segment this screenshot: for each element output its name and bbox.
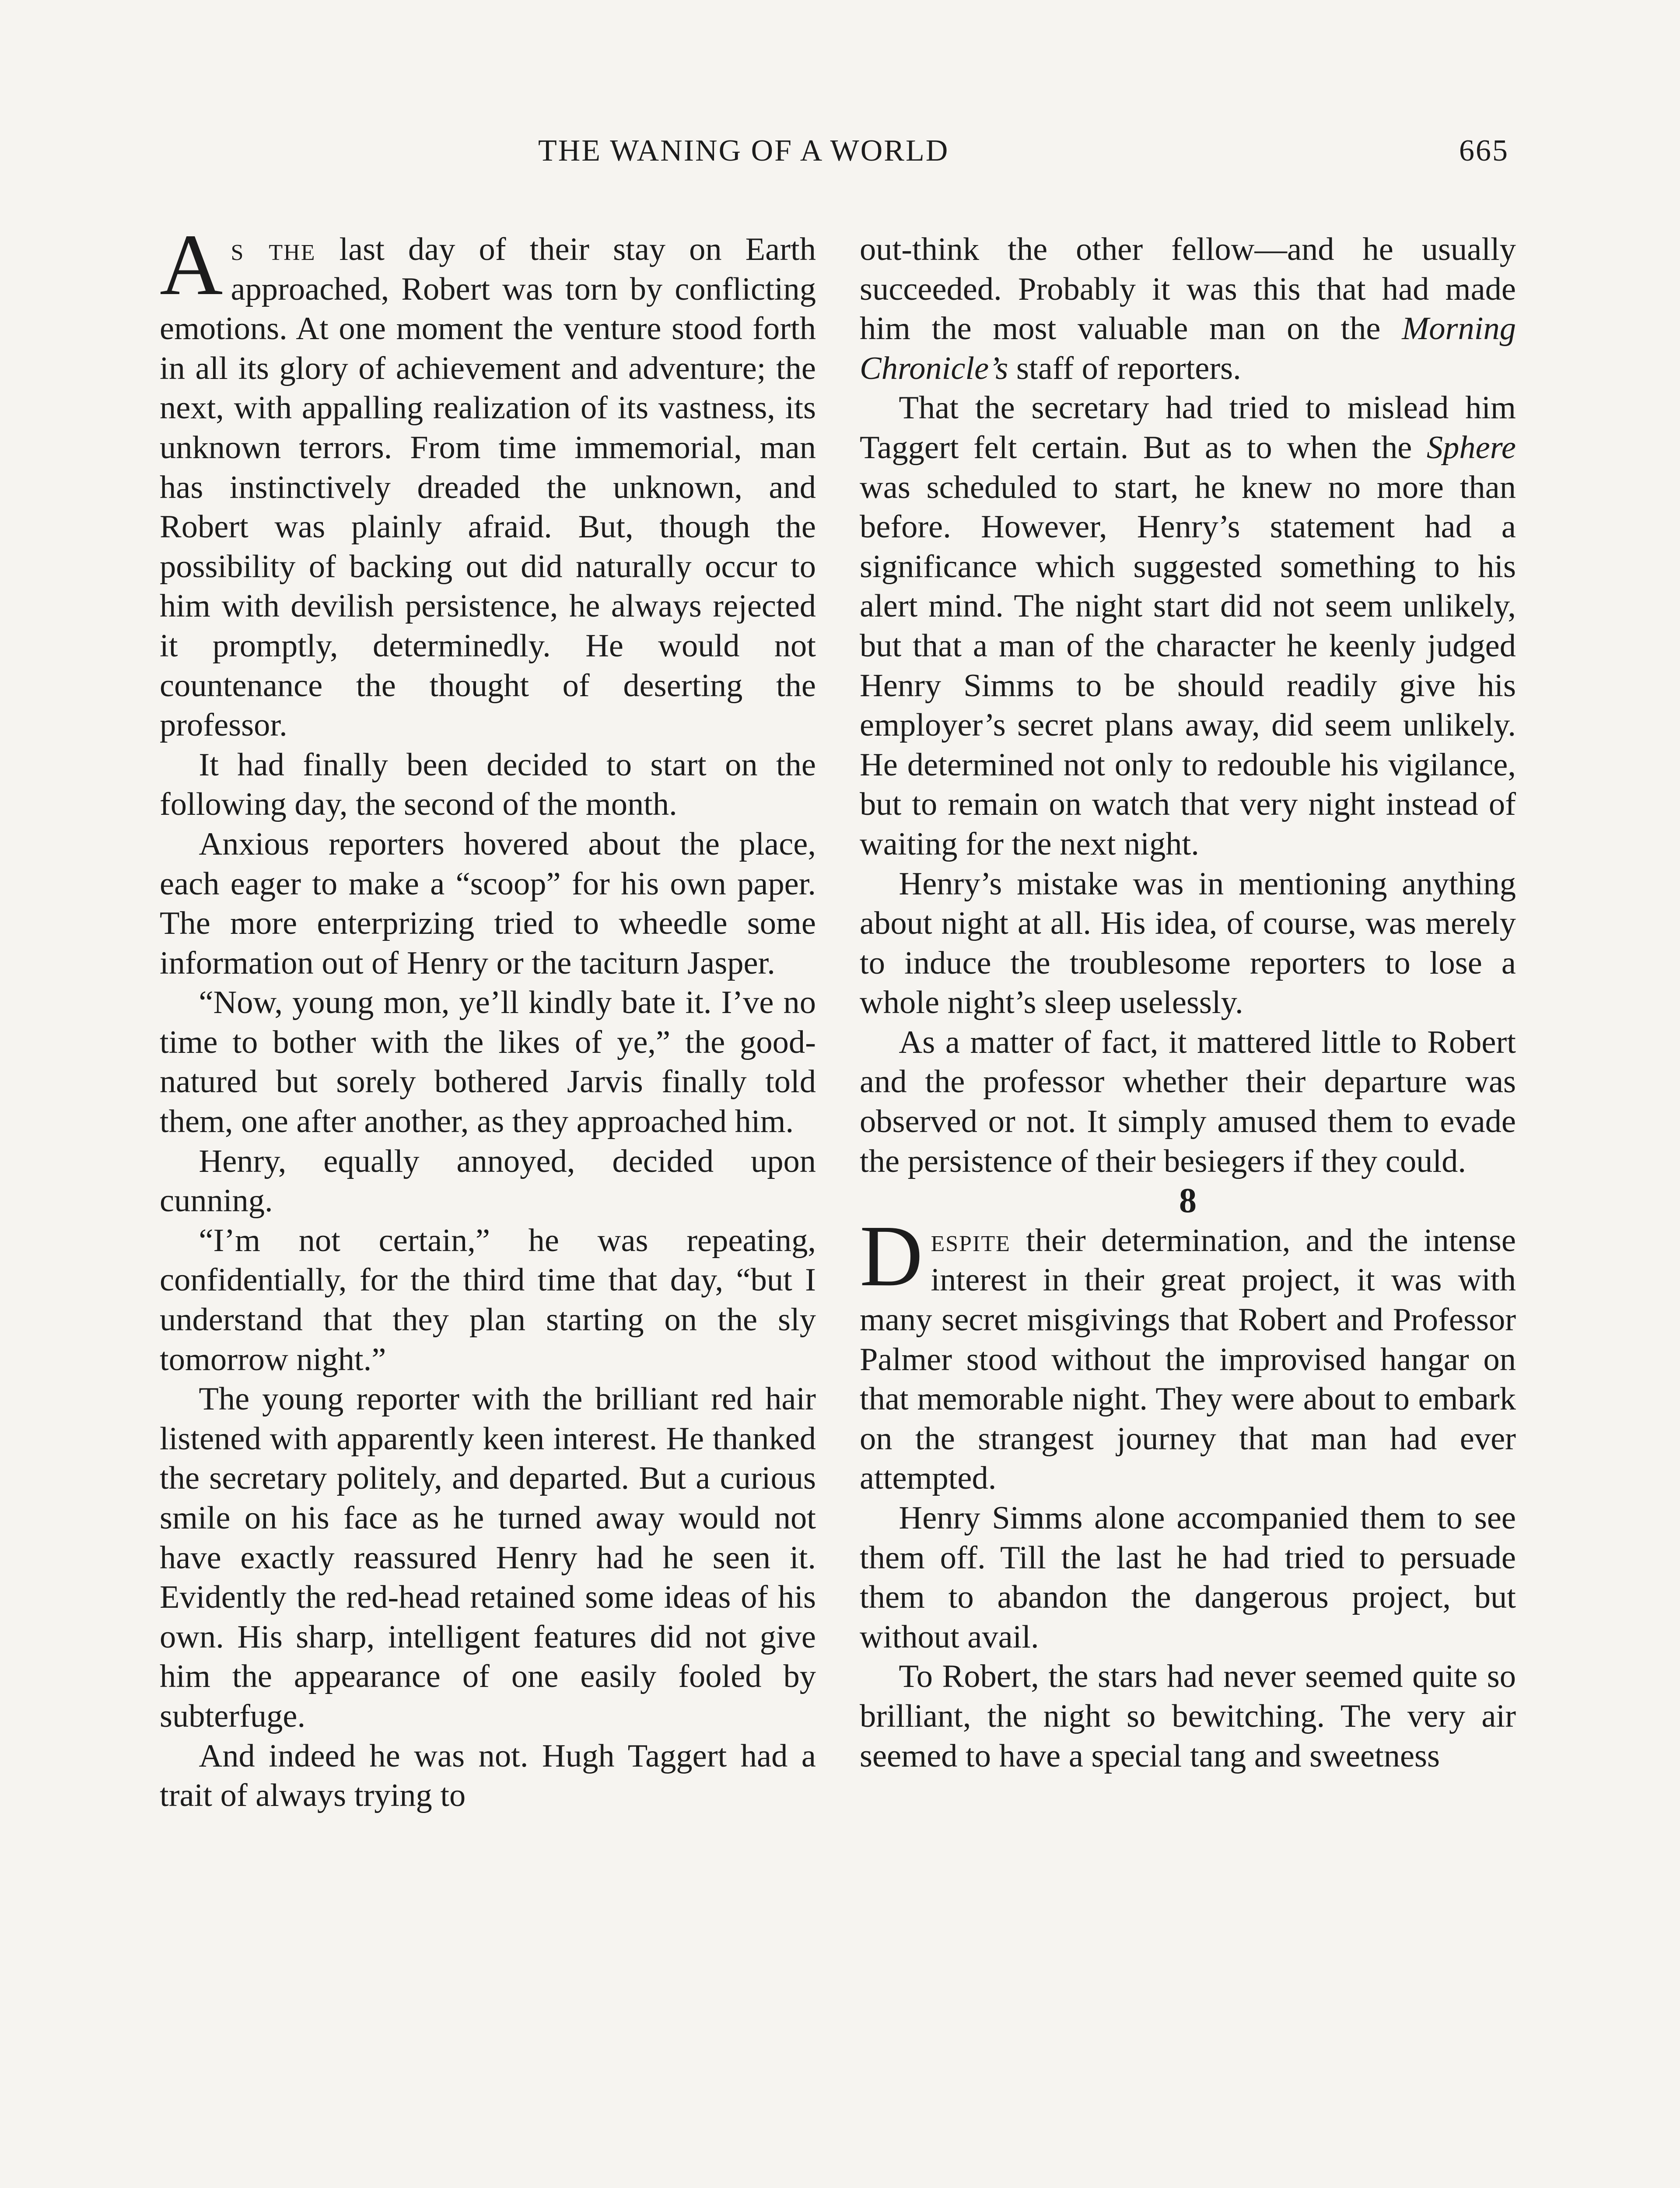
- paragraph: To Robert, the stars had never seemed quite so brilliant, the night so bewitching. The very air seemed to have a special tang and sweetness: [860, 1659, 1516, 1774]
- paragraph: As a matter of fact, it mattered little to Robert and the professor whether their departure was observed or not. It simply amused them to evade the persistence of their besiegers if they could.: [860, 1024, 1516, 1179]
- publication-name: Morning Chronicle’s: [860, 311, 1516, 386]
- paragraph: Henry’s mistake was in mentioning anything about night at all. His idea, of course, was merely to induce the troublesome reporters to lose a whole night’s sleep uselessly.: [860, 866, 1516, 1021]
- paragraph: The young reporter with the brilliant red hair listened with apparently keen interest. He thanked the secretary politely, and departed. But a curious smile on his face as he turned away would not have exactly reassured Henry had he seen it. Evidently the red-head retained some ideas of his own. His sharp, intelligent features did not give him the appearance of one easily fooled by subterfuge.: [160, 1381, 816, 1734]
- paragraph-text: last day of their stay on Earth approached, Robert was torn by conflicting emotions. At one moment the venture stood forth in all its glory of achievement and adventure; the next, with appalling realization of its vastness, its unknown terrors. From time immemorial, man has instinctively dreaded the unknown, and Robert was plainly afraid. But, though the possibility of backing out did naturally occur to him with devilish persistence, he always rejected it promptly, determinedly. He would not countenance the thought of deserting the professor.: [160, 231, 816, 743]
- drop-cap: D: [860, 1207, 923, 1304]
- small-caps-lead: espite: [931, 1222, 1011, 1259]
- paragraph: “Now, young mon, ye’ll kindly bate it. I’ve no time to bother with the likes of ye,” the good-natured but sorely bothered Jarvis finally told them, one after another, as they approached him.: [160, 985, 816, 1140]
- paragraph-text: out-think the other fellow—and he usually succeeded. Probably it was this that had made him the most valuable man on the: [860, 231, 1516, 347]
- paragraph: [860, 388, 1516, 864]
- drop-cap: A: [160, 217, 223, 313]
- page-number: 665: [1459, 134, 1509, 168]
- running-title: THE WANING OF A WORLD: [538, 134, 949, 168]
- paragraph-text: their determination, and the intense interest in their great project, it was with many secret misgivings that Robert and Professor Palmer stood without the improvised hangar on that memorable night. They were about to embark on the strangest journey that man had ever attempted.: [860, 1222, 1516, 1497]
- paragraph: It had finally been decided to start on the following day, the second of the month.: [160, 747, 816, 823]
- paragraph-text: That the secretary had tried to mislead him Taggert felt certain. But as to when the: [860, 390, 1516, 466]
- paragraph: Henry Simms alone accompanied them to see them off. Till the last he had tried to persuade them to abandon the dangerous project, but without avail.: [860, 1500, 1516, 1655]
- paragraph-text: staff of reporters.: [1008, 350, 1241, 386]
- running-head: [0, 133, 1680, 177]
- paragraph-text: was scheduled to start, he knew no more than before. However, Henry’s statement had a significance which suggested something to his alert mind. The night start did not seem unlikely, but that a man of the character he keenly judged Henry Simms to be should readily give his employer’s secret plans away, did seem unlikely. He determined not only to redouble his vigilance, but to remain on watch that very night instead of waiting for the next night.: [860, 469, 1516, 862]
- paragraph: [860, 1207, 1516, 1498]
- paragraph: [160, 217, 816, 745]
- paragraph: “I’m not certain,” he was repeating, confidentially, for the third time that day, “but I understand that they plan starting on the sly tomorrow night.”: [160, 1222, 816, 1378]
- small-caps-lead: s the: [231, 231, 316, 267]
- left-column: [160, 217, 816, 1816]
- paragraph: Henry, equally annoyed, decided upon cunning.: [160, 1143, 816, 1219]
- paragraph: And indeed he was not. Hugh Taggert had a trait of always trying to: [160, 1738, 816, 1814]
- paragraph: [860, 230, 1516, 388]
- paragraph: Anxious reporters hovered about the place, each eager to make a “scoop” for his own paper. The more enterprizing tried to wheedle some information out of Henry or the taciturn Jasper.: [160, 826, 816, 981]
- right-column: [860, 230, 1516, 1776]
- ship-name: Sphere: [1426, 429, 1516, 466]
- section-number: 8: [1179, 1182, 1197, 1220]
